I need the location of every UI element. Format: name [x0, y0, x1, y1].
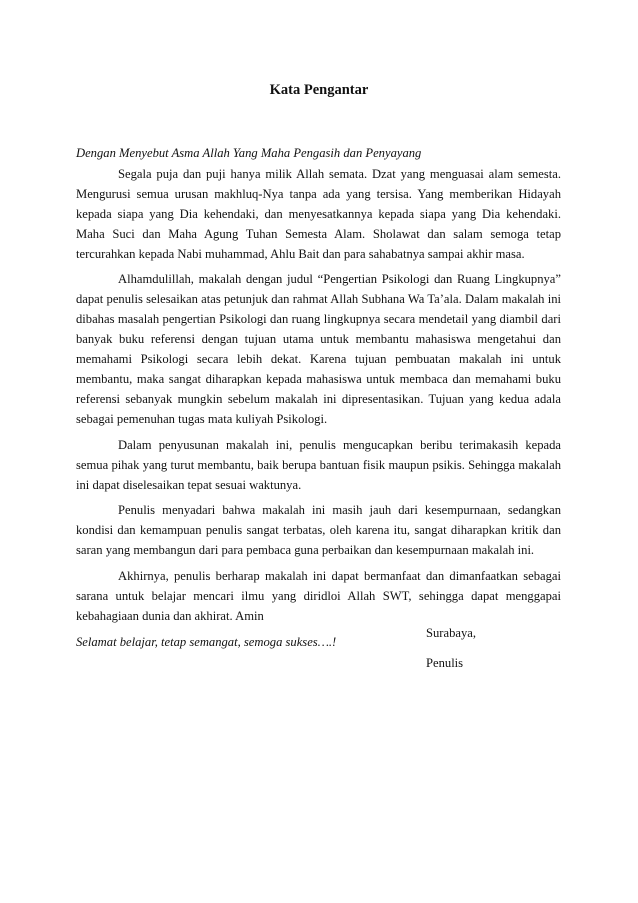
paragraph-hope: Akhirnya, penulis berharap makalah ini dapat bermanfaat dan dimanfaatkan sebagai sarana untuk belajar mencari ilmu yang diridloi Allah SWT, sehingga dapat menggapai kebahagiaan dunia dan akhirat. Amin [76, 569, 561, 623]
paragraph-opening: Segala puja dan puji hanya milik Allah semata. Dzat yang menguasai alam semesta. Mengurusi semua urusan makhluq-Nya tanpa ada yang tersisa. Yang memberikan Hidayah kepada siapa yang Dia kehendaki, dan menyesatkannya kepada siapa yang Dia kehendaki. Maha Suci dan Maha Agung Tuhan Semesta Alam. Sholawat dan salam semoga tetap tercurahkan kepada Nabi muhammad, Ahlu Bait dan para sahabatnya sampai akhir masa. [76, 166, 561, 261]
document-body [76, 144, 561, 653]
greeting-line: Dengan Menyebut Asma Allah Yang Maha Pengasih dan Penyayang [76, 146, 422, 160]
page-title: Kata Pengantar [269, 82, 369, 98]
paragraph-thanks: Dalam penyusunan makalah ini, penulis mengucapkan beribu terimakasih kepada semua pihak yang turut membantu, baik berupa bantuan fisik maupun psikis. Sehingga makalah ini dapat diselesaikan tepat sesuai waktunya. [76, 437, 561, 492]
signature-author: Penulis [426, 656, 464, 670]
closing-line: Selamat belajar, tetap semangat, semoga sukses….! [76, 634, 337, 649]
paragraph-purpose: Alhamdulillah, makalah dengan judul “Pengertian Psikologi dan Ruang Lingkupnya” dapat penulis selesaikan atas petunjuk dan rahmat Allah Subhana Wa Ta’ala. Dalam makalah ini dibahas masalah pengertian Psikologi dan ruang lingkupnya secara mendetail yang diambil dari banyak buku referensi dengan tujuan utama untuk membantu mahasiswa mengetahui dan memahami Psikologi secara lebih dekat. Karena tujuan pembuatan makalah ini untuk membantu, maka sangat diharapkan kepada mahasiswa untuk membaca dan memahami buku referensi sebanyak mungkin sebelum makalah ini dipresentasikan. Tujuan yang kedua adala sebagai pemenuhan tugas mata kuliyah Psikologi. [76, 272, 561, 426]
paragraph-critique: Penulis menyadari bahwa makalah ini masih jauh dari kesempurnaan, sedangkan kondisi dan kemampuan penulis sangat terbatas, oleh karena itu, sangat diharapkan kritik dan saran yang membangun dari para pembaca guna perbaikan dan kesempurnaan makalah ini. [76, 503, 561, 558]
signature-city: Surabaya, [426, 626, 477, 640]
